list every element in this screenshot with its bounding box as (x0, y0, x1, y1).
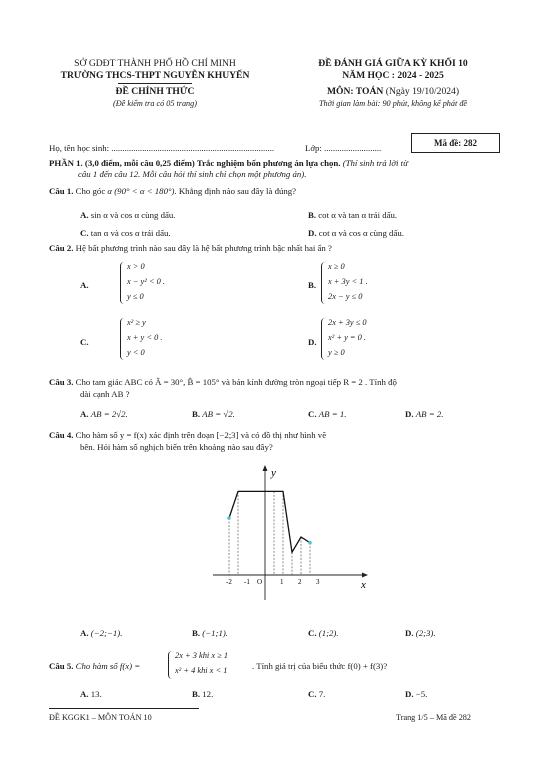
question-5-text-post: . Tính giá trị của biểu thức f(0) + f(3)? (252, 661, 388, 671)
question-4-text: Cho hàm số y = f(x) xác định trên đoạn [−2;3] và có đồ thị như hình vẽ (75, 430, 327, 440)
question-4-option-b[interactable] (192, 628, 228, 639)
question-1 (49, 186, 296, 197)
question-3-option-b[interactable] (192, 409, 235, 420)
question-1-text-pre: Cho góc (75, 186, 108, 196)
option-b-text: cot α và tan α trái dấu. (318, 210, 398, 220)
option-b-label: B. (192, 628, 201, 638)
question-5-option-a[interactable] (80, 689, 102, 700)
question-5-option-b[interactable] (192, 689, 213, 700)
question-3-text: Cho tam giác ABC có Â = 30°, B̂ = 105° và bán kính đường tròn ngoại tiếp R = 2 . Tính độ (75, 377, 397, 387)
option-a-brace (120, 262, 126, 304)
option-a-text: 13. (90, 689, 102, 699)
x-tick-label: 2 (298, 578, 302, 586)
student-name-field: Họ, tên học sinh: .......................................................................... (49, 143, 275, 153)
option-c-text: 7. (318, 689, 326, 699)
question-2-text: Hệ bất phương trình nào sau đây là hệ bất phương trình bậc nhất hai ẩn ? (75, 243, 332, 253)
school-underline (118, 83, 192, 84)
exam-date: (Ngày 19/10/2024) (383, 86, 460, 97)
option-b-brace (321, 262, 327, 304)
question-4-option-c[interactable] (308, 628, 339, 639)
subject-line (288, 86, 498, 97)
option-d-brace (321, 318, 327, 360)
exam-code-box (411, 133, 500, 153)
question-3-option-a[interactable] (80, 409, 128, 420)
piecewise-brace (168, 651, 174, 679)
option-b-label: B. (308, 210, 317, 220)
question-2-option-d-label[interactable]: D. (308, 337, 317, 347)
option-d-ineq-1: 2x + 3y ≤ 0 (328, 318, 367, 327)
question-3-label: Câu 3. (49, 377, 74, 387)
option-d-ineq-3: y ≥ 0 (328, 348, 345, 357)
question-3-text-line2: dài cạnh AB ? (80, 389, 130, 399)
option-c-ineq-2: x + y < 0 . (127, 333, 163, 342)
option-a-ineq-1: x > 0 (127, 262, 145, 271)
option-a-ineq-2: x − y² < 0 . (127, 277, 165, 286)
question-3 (49, 377, 397, 388)
option-b-label: B. (192, 689, 201, 699)
question-1-option-d[interactable] (308, 228, 404, 239)
part1-title-italic: (Thí sinh trả lời từ (340, 158, 408, 168)
option-c-text: tan α và cos α trái dấu. (90, 228, 171, 238)
start-point (227, 516, 231, 520)
option-b-text: AB = √2. (202, 409, 235, 419)
question-1-option-c[interactable] (80, 228, 171, 239)
option-d-label: D. (308, 228, 317, 238)
x-tick-label: 3 (316, 578, 320, 586)
question-4-text-line2: bên. Hỏi hàm số nghịch biến trên khoảng nào sau đây? (80, 442, 273, 452)
end-point (308, 541, 312, 545)
question-5-func: Cho hàm số f(x) = (75, 661, 141, 671)
question-4-label: Câu 4. (49, 430, 74, 440)
time-limit: Thời gian làm bài: 90 phút, không kể phát đề (318, 99, 468, 108)
option-c-label: C. (308, 409, 317, 419)
footer-rule (49, 708, 199, 709)
option-c-ineq-3: y < 0 (127, 348, 145, 357)
question-2 (49, 243, 332, 254)
option-a-label: A. (80, 628, 89, 638)
part1-title (49, 158, 408, 169)
question-3-option-c[interactable] (308, 409, 346, 420)
dept-name: SỞ GDĐT THÀNH PHỐ HỒ CHÍ MINH (74, 58, 236, 69)
footer-left: ĐỀ KGGK1 – MÔN TOÁN 10 (49, 713, 152, 722)
option-c-ineq-1: x² ≥ y (127, 318, 146, 327)
option-b-ineq-2: x + 3y < 1 . (328, 277, 368, 286)
part1-instruction: câu 1 đến câu 12. Mỗi câu hỏi thí sinh chỉ chọn một phương án). (78, 169, 307, 179)
option-d-label: D. (405, 689, 414, 699)
x-axis-arrow (362, 573, 368, 578)
school-year: NĂM HỌC : 2024 - 2025 (342, 70, 444, 81)
option-a-text: sin α và cos α cùng dấu. (90, 210, 176, 220)
function-graph (205, 460, 375, 610)
option-c-label: C. (308, 689, 317, 699)
exam-code: Mã đề: 282 (434, 138, 477, 148)
question-5-option-d[interactable] (405, 689, 427, 700)
option-b-ineq-1: x ≥ 0 (328, 262, 345, 271)
option-d-text: cot α và cos α cùng dấu. (318, 228, 404, 238)
page-count-note: (Đề kiểm tra có 05 trang) (113, 99, 197, 108)
question-1-option-b[interactable] (308, 210, 397, 221)
question-4-option-a[interactable] (80, 628, 122, 639)
question-5-label: Câu 5. (49, 661, 74, 671)
piecewise-case-2: x² + 4 khi x < 1 (175, 666, 228, 675)
option-a-label: A. (80, 409, 89, 419)
origin-label: O (257, 578, 263, 586)
option-c-brace (120, 318, 126, 360)
option-c-text: AB = 1. (318, 409, 347, 419)
exam-title: ĐỀ ĐÁNH GIÁ GIỮA KỲ KHỐI 10 (318, 58, 468, 69)
question-2-label: Câu 2. (49, 243, 74, 253)
question-1-option-a[interactable] (80, 210, 175, 221)
question-5 (49, 661, 140, 672)
question-1-label: Câu 1. (49, 186, 74, 196)
option-c-label: C. (80, 228, 89, 238)
footer-right: Trang 1/5 – Mã đề 282 (396, 713, 471, 722)
question-1-condition: α (90° < α < 180°) (107, 186, 175, 196)
official-label: ĐỀ CHÍNH THỨC (115, 86, 195, 97)
part1-title-bold: PHẦN 1. (3,0 điểm, mỗi câu 0,25 điểm) Trắc nghiệm bốn phương án lựa chọn. (49, 158, 341, 168)
question-5-option-c[interactable] (308, 689, 325, 700)
x-tick-label: -1 (244, 578, 250, 586)
option-a-text: AB = 2√2. (90, 409, 128, 419)
option-a-label: A. (80, 689, 89, 699)
option-b-ineq-3: 2x − y ≤ 0 (328, 292, 363, 301)
option-b-text: (−1;1). (202, 628, 229, 638)
question-2-option-c-label[interactable]: C. (80, 337, 89, 347)
y-axis-arrow (263, 465, 268, 471)
function-curve (229, 491, 310, 552)
piecewise-case-1: 2x + 3 khi x ≥ 1 (175, 651, 229, 660)
x-tick-label: -2 (226, 578, 232, 586)
x-axis-label: x (361, 579, 366, 591)
option-d-label: D. (405, 628, 414, 638)
option-d-text: −5. (415, 689, 428, 699)
option-b-text: 12. (202, 689, 214, 699)
question-4 (49, 430, 326, 441)
class-field: Lớp: .......................... (305, 143, 382, 153)
option-d-text: (2;3). (415, 628, 436, 638)
option-b-label: B. (192, 409, 201, 419)
question-4-option-d[interactable] (405, 628, 436, 639)
option-a-text: (−2;−1). (90, 628, 123, 638)
option-d-ineq-2: x² + y = 0 . (328, 333, 366, 342)
question-1-text-post: . Khẳng định nào sau đây là đúng? (174, 186, 297, 196)
y-axis-label: y (271, 467, 276, 479)
subject-name: MÔN: TOÁN (326, 86, 384, 97)
option-c-label: C. (308, 628, 317, 638)
x-tick-label: 1 (280, 578, 284, 586)
question-3-option-d[interactable] (405, 409, 443, 420)
option-c-text: (1;2). (318, 628, 339, 638)
option-a-label: A. (80, 210, 89, 220)
school-name: TRƯỜNG THCS-THPT NGUYỄN KHUYẾN (60, 70, 250, 81)
question-2-option-a-label[interactable]: A. (80, 280, 89, 290)
option-d-text: AB = 2. (415, 409, 444, 419)
question-2-option-b-label[interactable]: B. (308, 280, 317, 290)
option-d-label: D. (405, 409, 414, 419)
option-a-ineq-3: y ≤ 0 (127, 292, 144, 301)
